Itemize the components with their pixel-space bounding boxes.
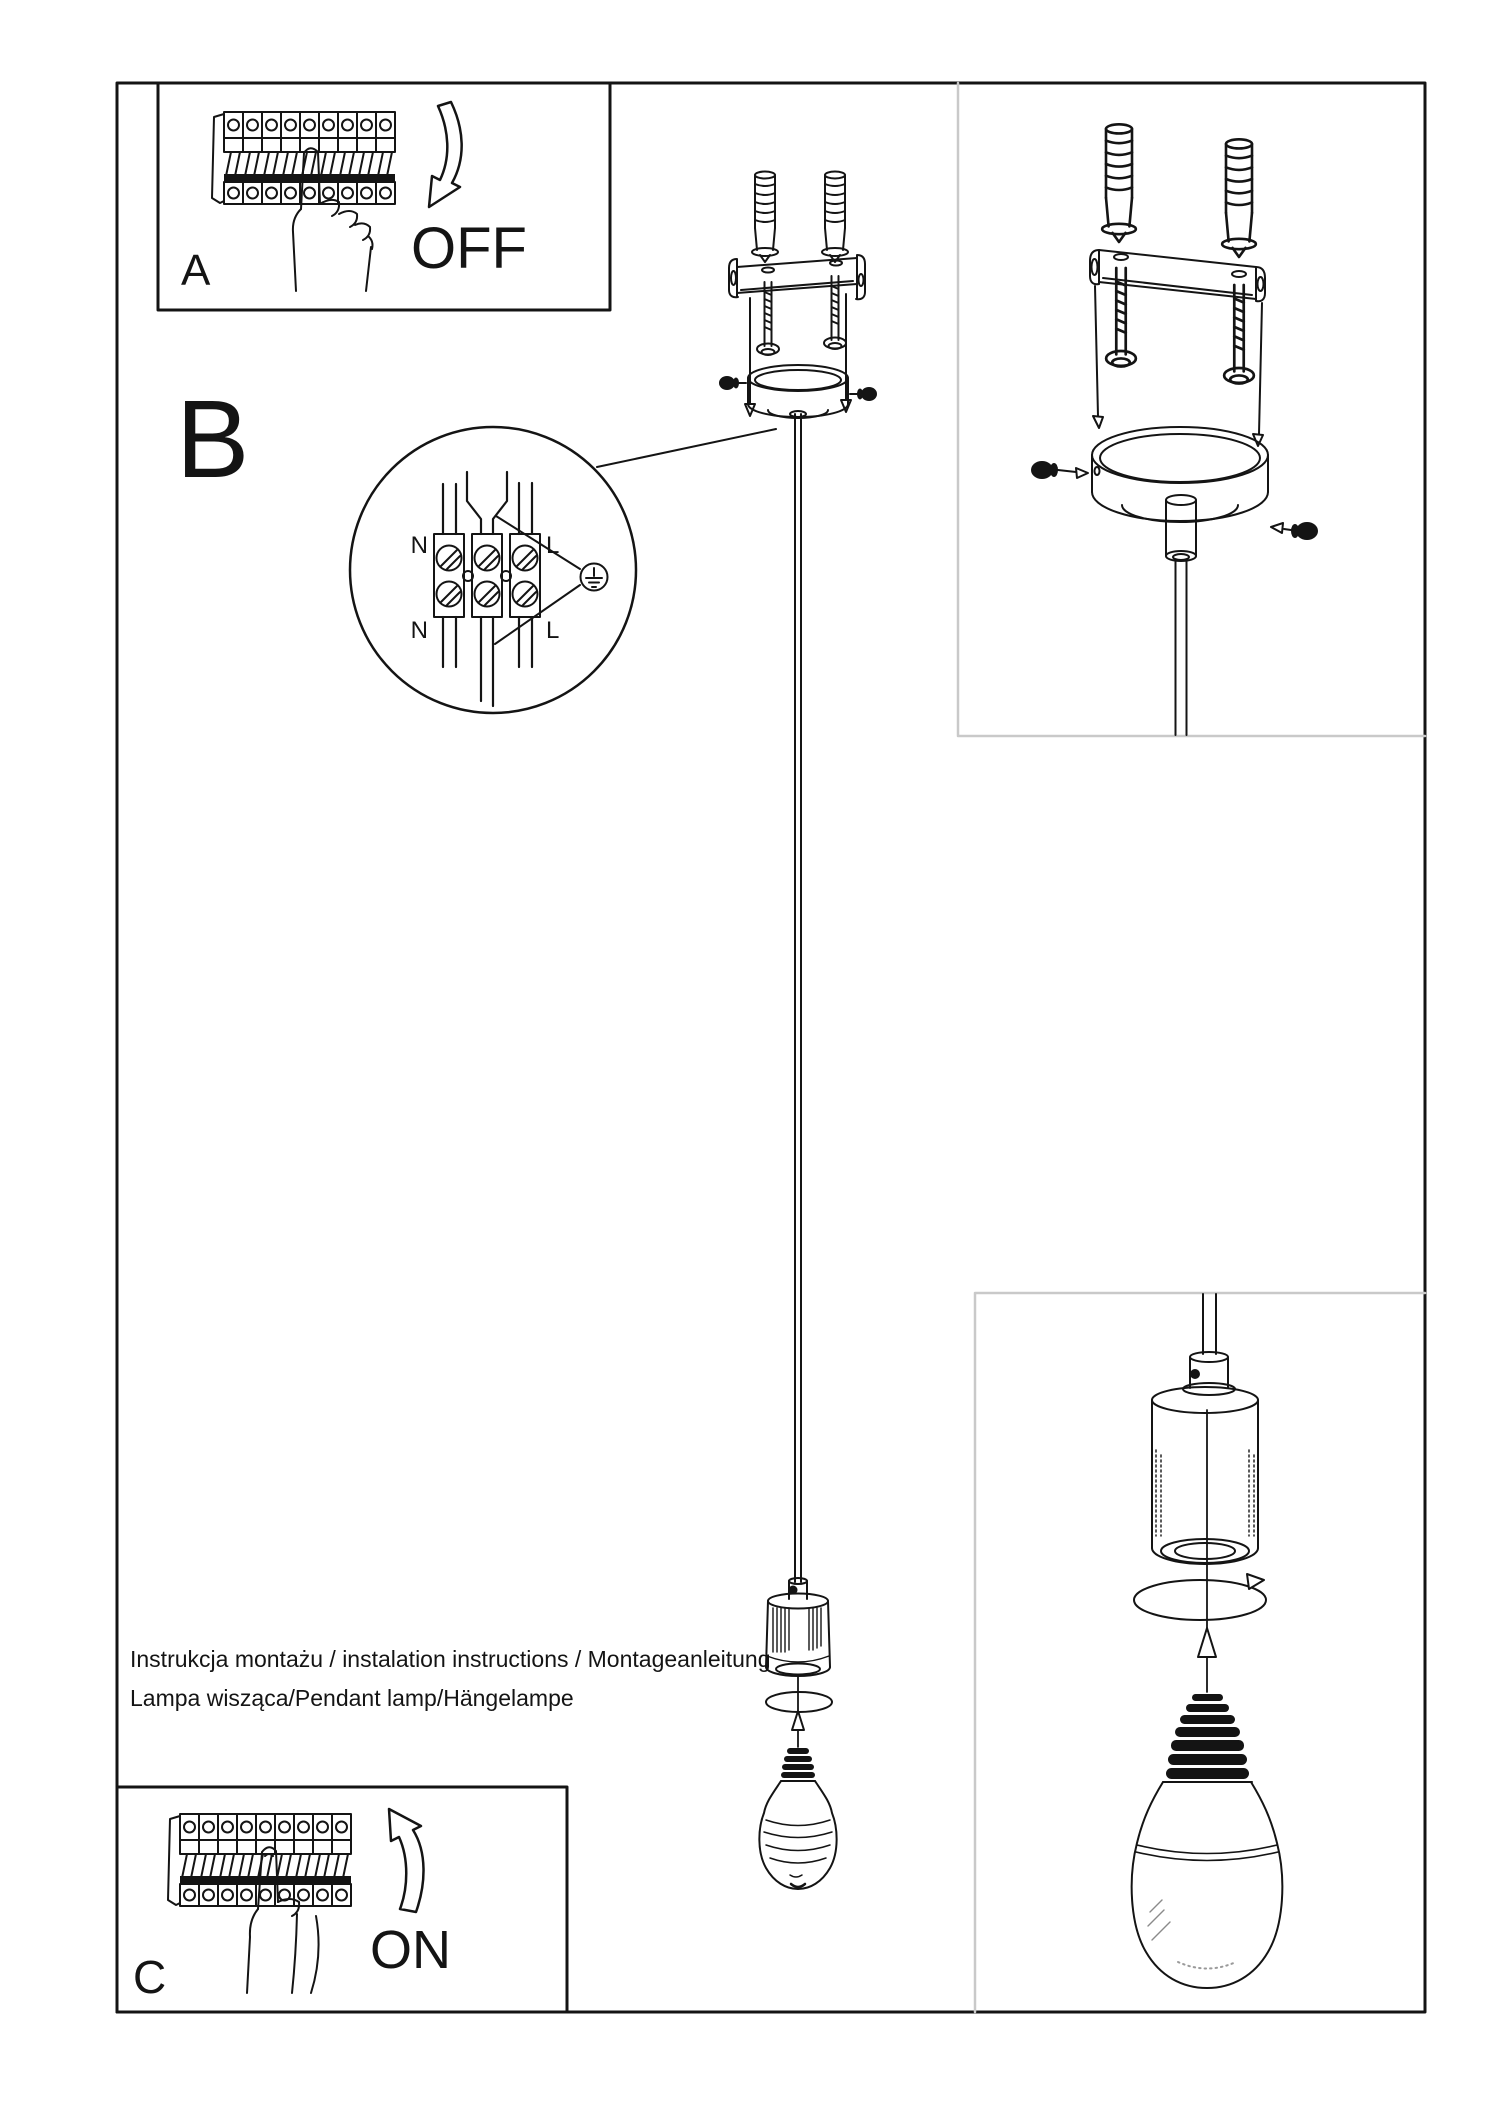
guide-arrow-icon xyxy=(745,294,851,416)
canopy-side-screw-icon xyxy=(1271,522,1318,540)
decorative-ring xyxy=(766,1692,832,1712)
power-cable xyxy=(1203,1294,1216,1354)
terminal-screw-icon xyxy=(475,546,500,571)
terminal-l-top-label: L xyxy=(546,532,560,559)
wiring-detail-callout xyxy=(350,427,776,713)
earth-ground-icon xyxy=(581,564,608,591)
terminal-screw-icon xyxy=(437,546,462,571)
step-a-frame xyxy=(158,83,610,310)
pendant-lamp-assembly xyxy=(719,172,877,1890)
terminal-block xyxy=(434,534,540,617)
bulb-detail-panel xyxy=(1132,1294,1283,1988)
canopy-side-screw-icon xyxy=(850,387,877,401)
terminal-screw-icon xyxy=(513,546,538,571)
step-c-label: C xyxy=(133,1951,167,2003)
ceiling-canopy xyxy=(1092,427,1268,561)
terminal-n-bottom-label: N xyxy=(410,617,428,644)
on-label: ON xyxy=(370,1920,451,1980)
curved-arrow-down-icon xyxy=(429,102,462,207)
caption-line-1: Instrukcja montażu / instalation instructions / Montageanleitung xyxy=(130,1646,771,1672)
terminal-screw-icon xyxy=(513,582,538,607)
lamp-holder xyxy=(1152,1387,1258,1564)
mounting-screw-icon xyxy=(757,282,779,355)
insert-arrow-up-icon xyxy=(1198,1410,1216,1692)
mounting-screw-icon xyxy=(1224,285,1254,384)
step-c-panel xyxy=(117,1787,567,2012)
terminal-screw-icon xyxy=(475,582,500,607)
mounting-bracket xyxy=(729,255,865,299)
step-a-panel xyxy=(158,83,610,310)
canopy-detail-panel-border xyxy=(958,83,1425,736)
wall-plug-icon xyxy=(822,172,848,263)
step-a-label: A xyxy=(181,246,211,295)
lamp-socket-icon xyxy=(766,1578,830,1676)
light-bulb-icon xyxy=(759,1748,836,1889)
wall-plug-icon xyxy=(1102,124,1136,242)
canopy-side-screw-icon xyxy=(1031,461,1088,479)
curved-arrow-up-icon xyxy=(389,1809,424,1912)
ceiling-canopy xyxy=(748,365,848,418)
terminal-screw-icon xyxy=(437,582,462,607)
step-b-label: B xyxy=(176,378,250,501)
wires xyxy=(443,472,532,706)
terminal-l-bottom-label: L xyxy=(546,617,560,644)
caption-line-2: Lampa wisząca/Pendant lamp/Hängelampe xyxy=(130,1685,574,1711)
callout-line xyxy=(597,429,776,467)
terminal-n-top-label: N xyxy=(410,532,428,559)
wall-plug-icon xyxy=(752,172,778,263)
light-bulb-large-icon xyxy=(1132,1694,1283,1988)
rotation-ring-icon xyxy=(1134,1574,1266,1620)
canopy-side-screw-icon xyxy=(719,376,746,390)
off-label: OFF xyxy=(411,216,527,281)
canopy-detail-panel xyxy=(1031,124,1318,735)
power-cable xyxy=(795,414,801,1582)
power-cable xyxy=(1176,560,1187,735)
wall-plug-icon xyxy=(1222,139,1256,257)
